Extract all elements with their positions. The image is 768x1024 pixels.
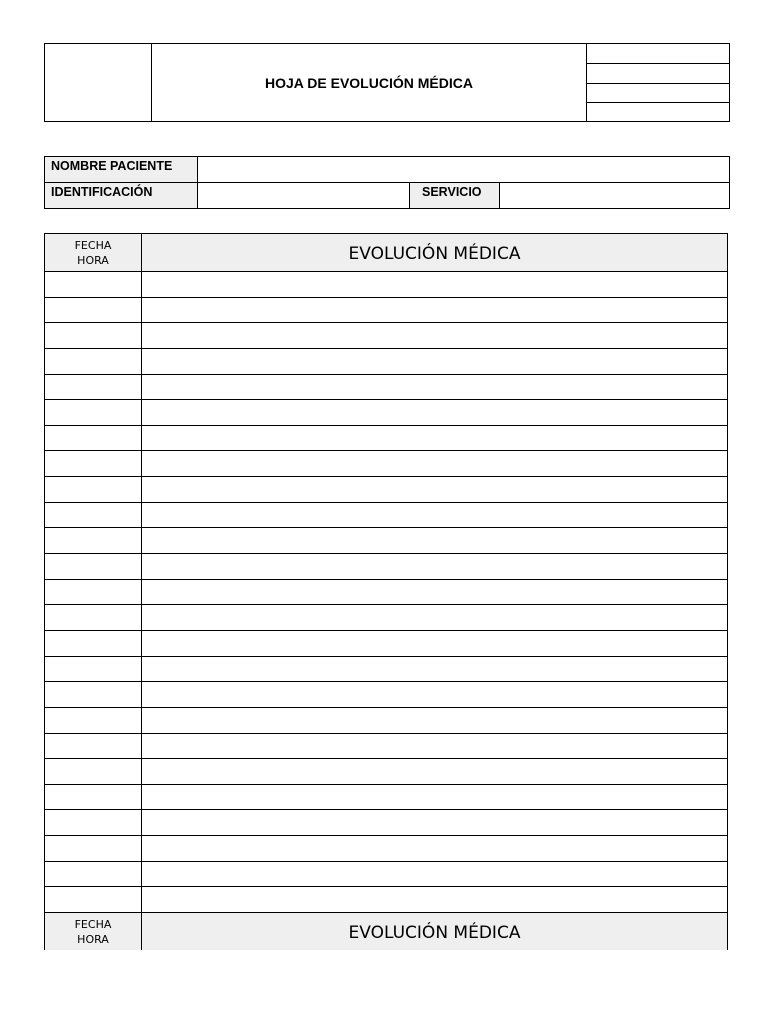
evolution-note-cell[interactable]	[142, 657, 727, 682]
evolution-row	[45, 502, 727, 528]
logo-area	[45, 44, 152, 121]
date-label: FECHA	[74, 917, 112, 931]
date-time-cell[interactable]	[45, 605, 142, 630]
evolution-table	[44, 233, 728, 950]
date-time-header	[45, 913, 142, 950]
evolution-row	[45, 425, 727, 451]
date-time-cell[interactable]	[45, 810, 142, 835]
date-time-cell[interactable]	[45, 323, 142, 348]
evolution-note-cell[interactable]	[142, 426, 727, 451]
evolution-row	[45, 809, 727, 835]
evolution-note-cell[interactable]	[142, 298, 727, 323]
patient-name-field[interactable]	[198, 157, 729, 182]
document-header	[44, 43, 730, 122]
date-label: FECHA	[74, 238, 112, 252]
evolution-note-cell[interactable]	[142, 605, 727, 630]
document-code-box	[587, 44, 729, 121]
evolution-row	[45, 733, 727, 759]
date-time-cell[interactable]	[45, 657, 142, 682]
evolution-note-cell[interactable]	[142, 503, 727, 528]
date-time-cell[interactable]	[45, 426, 142, 451]
evolution-row	[45, 450, 727, 476]
document-title: HOJA DE EVOLUCIÓN MÉDICA	[152, 44, 587, 121]
identification-label: IDENTIFICACIÓN	[45, 183, 198, 208]
evolution-title: EVOLUCIÓN MÉDICA	[348, 922, 521, 943]
date-time-cell[interactable]	[45, 785, 142, 810]
evolution-note-cell[interactable]	[142, 810, 727, 835]
evolution-note-cell[interactable]	[142, 451, 727, 476]
date-time-cell[interactable]	[45, 836, 142, 861]
identification-field[interactable]	[198, 183, 410, 208]
evolution-row	[45, 604, 727, 630]
evolution-note-cell[interactable]	[142, 759, 727, 784]
evolution-row	[45, 861, 727, 887]
evolution-note-cell[interactable]	[142, 862, 727, 887]
evolution-note-cell[interactable]	[142, 554, 727, 579]
time-label: HORA	[77, 932, 109, 946]
code-cell	[587, 103, 729, 121]
code-cell	[587, 64, 729, 84]
date-time-cell[interactable]	[45, 682, 142, 707]
evolution-row	[45, 553, 727, 579]
date-time-cell[interactable]	[45, 759, 142, 784]
evolution-row	[45, 348, 727, 374]
date-time-cell[interactable]	[45, 631, 142, 656]
date-time-header	[45, 234, 142, 271]
evolution-row	[45, 579, 727, 605]
evolution-note-cell[interactable]	[142, 836, 727, 861]
evolution-note-cell[interactable]	[142, 272, 727, 297]
date-time-cell[interactable]	[45, 451, 142, 476]
evolution-table-header	[45, 234, 727, 271]
date-time-cell[interactable]	[45, 477, 142, 502]
evolution-row	[45, 527, 727, 553]
service-label: SERVICIO	[410, 183, 500, 208]
evolution-note-cell[interactable]	[142, 785, 727, 810]
date-time-cell[interactable]	[45, 734, 142, 759]
evolution-row	[45, 476, 727, 502]
date-time-cell[interactable]	[45, 580, 142, 605]
evolution-row	[45, 399, 727, 425]
evolution-table-footer-header	[45, 912, 727, 950]
evolution-note-cell[interactable]	[142, 734, 727, 759]
evolution-note-cell[interactable]	[142, 375, 727, 400]
evolution-row	[45, 886, 727, 912]
evolution-row	[45, 707, 727, 733]
evolution-note-cell[interactable]	[142, 887, 727, 912]
evolution-row	[45, 835, 727, 861]
date-time-cell[interactable]	[45, 708, 142, 733]
date-time-cell[interactable]	[45, 400, 142, 425]
evolution-row	[45, 784, 727, 810]
date-time-cell[interactable]	[45, 349, 142, 374]
date-time-cell[interactable]	[45, 528, 142, 553]
evolution-note-cell[interactable]	[142, 631, 727, 656]
evolution-note-cell[interactable]	[142, 323, 727, 348]
evolution-note-cell[interactable]	[142, 528, 727, 553]
date-time-cell[interactable]	[45, 554, 142, 579]
evolution-note-cell[interactable]	[142, 682, 727, 707]
date-time-cell[interactable]	[45, 375, 142, 400]
date-time-cell[interactable]	[45, 887, 142, 912]
evolution-row	[45, 681, 727, 707]
evolution-note-cell[interactable]	[142, 708, 727, 733]
patient-info-table	[44, 156, 730, 209]
evolution-note-cell[interactable]	[142, 349, 727, 374]
service-field[interactable]	[500, 183, 729, 208]
date-time-cell[interactable]	[45, 503, 142, 528]
date-time-cell[interactable]	[45, 272, 142, 297]
evolution-row	[45, 297, 727, 323]
code-cell	[587, 44, 729, 64]
evolution-title: EVOLUCIÓN MÉDICA	[348, 243, 521, 264]
patient-id-row	[45, 183, 729, 208]
patient-name-row	[45, 157, 729, 183]
evolution-row	[45, 758, 727, 784]
evolution-row	[45, 656, 727, 682]
evolution-row	[45, 374, 727, 400]
date-time-cell[interactable]	[45, 298, 142, 323]
time-label: HORA	[77, 253, 109, 267]
evolution-note-cell[interactable]	[142, 400, 727, 425]
evolution-note-cell[interactable]	[142, 477, 727, 502]
evolution-row	[45, 630, 727, 656]
evolution-row	[45, 271, 727, 297]
evolution-note-cell[interactable]	[142, 580, 727, 605]
date-time-cell[interactable]	[45, 862, 142, 887]
evolution-row	[45, 322, 727, 348]
code-cell	[587, 84, 729, 103]
patient-name-label: NOMBRE PACIENTE	[45, 157, 198, 182]
